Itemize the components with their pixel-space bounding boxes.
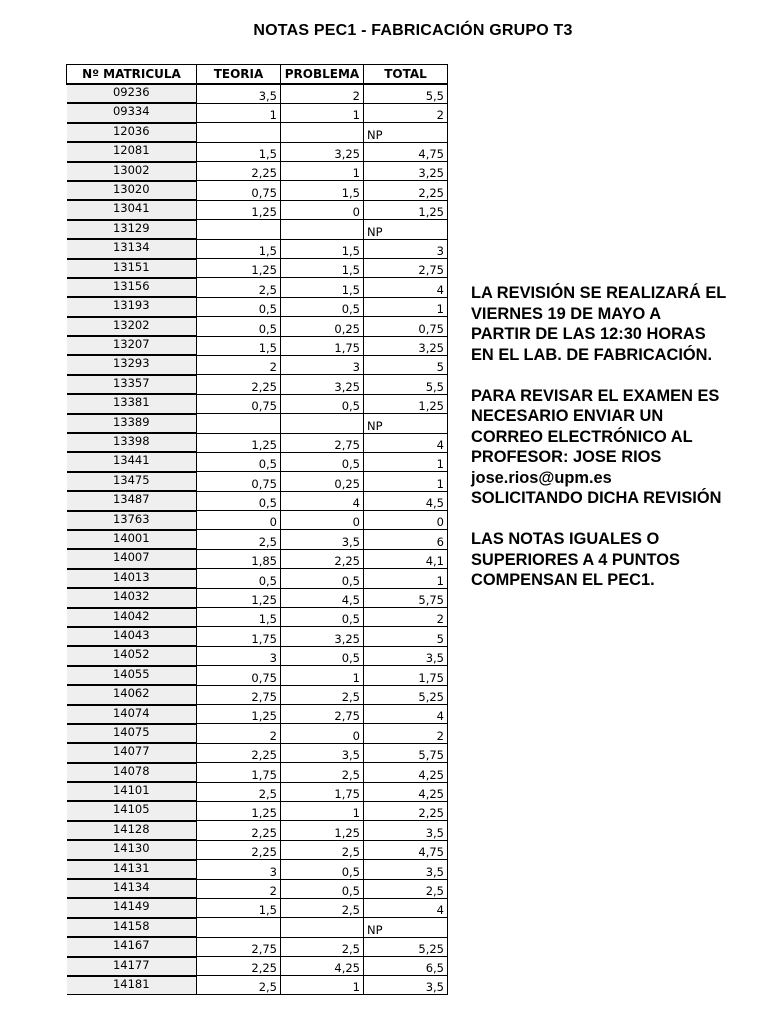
cell-problema: 0,5 bbox=[281, 569, 364, 588]
table-row bbox=[67, 239, 448, 258]
cell-problema bbox=[281, 123, 364, 142]
cell-teoria: 0,75 bbox=[197, 472, 281, 491]
cell-problema: 1 bbox=[281, 162, 364, 181]
cell-total: 1 bbox=[364, 569, 448, 588]
cell-problema: 3,5 bbox=[281, 530, 364, 549]
cell-total: 3,5 bbox=[364, 976, 448, 995]
cell-matricula: 14158 bbox=[67, 918, 197, 937]
cell-problema: 2,75 bbox=[281, 705, 364, 724]
cell-matricula: 14181 bbox=[67, 976, 197, 995]
table-row bbox=[67, 297, 448, 316]
cell-teoria: 2,5 bbox=[197, 782, 281, 801]
cell-total: 3,5 bbox=[364, 821, 448, 840]
cell-total: 5,25 bbox=[364, 685, 448, 704]
cell-teoria: 2,5 bbox=[197, 976, 281, 995]
table-row bbox=[67, 162, 448, 181]
cell-problema: 1,5 bbox=[281, 239, 364, 258]
cell-problema: 0 bbox=[281, 511, 364, 530]
cell-total: 5,5 bbox=[364, 375, 448, 394]
page-title: NOTAS PEC1 - FABRICACIÓN GRUPO T3 bbox=[253, 22, 573, 39]
cell-teoria: 1,5 bbox=[197, 608, 281, 627]
cell-matricula: 12081 bbox=[67, 142, 197, 161]
cell-total: 4,75 bbox=[364, 142, 448, 161]
cell-teoria: 2,75 bbox=[197, 685, 281, 704]
cell-problema: 3,25 bbox=[281, 142, 364, 161]
cell-matricula: 14101 bbox=[67, 782, 197, 801]
cell-matricula: 14177 bbox=[67, 957, 197, 976]
cell-teoria: 2,25 bbox=[197, 957, 281, 976]
cell-matricula: 14131 bbox=[67, 860, 197, 879]
cell-teoria: 2 bbox=[197, 724, 281, 743]
cell-total: 3,25 bbox=[364, 336, 448, 355]
cell-teoria: 1,25 bbox=[197, 433, 281, 452]
table-row bbox=[67, 472, 448, 491]
cell-matricula: 14032 bbox=[67, 588, 197, 607]
cell-problema bbox=[281, 414, 364, 433]
table-row bbox=[67, 414, 448, 433]
table-row bbox=[67, 918, 448, 937]
cell-matricula: 14042 bbox=[67, 608, 197, 627]
cell-problema: 1 bbox=[281, 976, 364, 995]
cell-total: 3 bbox=[364, 239, 448, 258]
cell-total: 0 bbox=[364, 511, 448, 530]
header-total: TOTAL bbox=[364, 65, 448, 85]
cell-total: 4 bbox=[364, 898, 448, 917]
cell-teoria: 2 bbox=[197, 879, 281, 898]
cell-matricula: 13020 bbox=[67, 181, 197, 200]
table-row bbox=[67, 317, 448, 336]
cell-teoria: 0,5 bbox=[197, 297, 281, 316]
cell-matricula: 13041 bbox=[67, 200, 197, 219]
cell-total: NP bbox=[364, 220, 448, 239]
cell-total: 3,5 bbox=[364, 646, 448, 665]
table-row bbox=[67, 782, 448, 801]
cell-matricula: 14013 bbox=[67, 569, 197, 588]
table-row bbox=[67, 937, 448, 956]
cell-matricula: 14105 bbox=[67, 801, 197, 820]
cell-teoria: 2,25 bbox=[197, 162, 281, 181]
cell-matricula: 14062 bbox=[67, 685, 197, 704]
cell-total: 6 bbox=[364, 530, 448, 549]
cell-total: 5,5 bbox=[364, 84, 448, 103]
cell-teoria: 0,75 bbox=[197, 181, 281, 200]
cell-problema: 0,5 bbox=[281, 646, 364, 665]
cell-matricula: 13193 bbox=[67, 297, 197, 316]
cell-problema: 1,75 bbox=[281, 336, 364, 355]
cell-teoria: 0,75 bbox=[197, 666, 281, 685]
table-row bbox=[67, 259, 448, 278]
cell-teoria: 1,25 bbox=[197, 705, 281, 724]
cell-teoria: 0 bbox=[197, 511, 281, 530]
cell-matricula: 13389 bbox=[67, 414, 197, 433]
cell-matricula: 13398 bbox=[67, 433, 197, 452]
cell-problema: 0,5 bbox=[281, 297, 364, 316]
cell-teoria: 0,5 bbox=[197, 491, 281, 510]
cell-problema: 0 bbox=[281, 724, 364, 743]
cell-total: 5,25 bbox=[364, 937, 448, 956]
cell-problema: 0,25 bbox=[281, 317, 364, 336]
cell-teoria: 0,75 bbox=[197, 394, 281, 413]
table-row bbox=[67, 220, 448, 239]
cell-problema: 1 bbox=[281, 103, 364, 122]
table-header-row bbox=[67, 65, 448, 85]
cell-teoria: 1,25 bbox=[197, 801, 281, 820]
table-row bbox=[67, 840, 448, 859]
table-row bbox=[67, 181, 448, 200]
cell-problema: 1,5 bbox=[281, 259, 364, 278]
cell-problema: 4,5 bbox=[281, 588, 364, 607]
cell-matricula: 14074 bbox=[67, 705, 197, 724]
header-teoria: TEORIA bbox=[197, 65, 281, 85]
cell-problema: 1 bbox=[281, 666, 364, 685]
cell-problema: 3,25 bbox=[281, 627, 364, 646]
cell-matricula: 09236 bbox=[67, 84, 197, 103]
cell-total: 4,25 bbox=[364, 763, 448, 782]
cell-matricula: 14167 bbox=[67, 937, 197, 956]
table-row bbox=[67, 588, 448, 607]
cell-teoria: 1,75 bbox=[197, 763, 281, 782]
table-row bbox=[67, 627, 448, 646]
table-row bbox=[67, 569, 448, 588]
table-row bbox=[67, 123, 448, 142]
table-row bbox=[67, 976, 448, 995]
cell-problema: 2,25 bbox=[281, 549, 364, 568]
cell-teoria: 3 bbox=[197, 860, 281, 879]
cell-total: 5,75 bbox=[364, 588, 448, 607]
cell-teoria: 2,25 bbox=[197, 375, 281, 394]
cell-problema bbox=[281, 918, 364, 937]
cell-teoria: 2 bbox=[197, 355, 281, 374]
cell-total: 4 bbox=[364, 433, 448, 452]
cell-matricula: 13441 bbox=[67, 452, 197, 471]
cell-matricula: 12036 bbox=[67, 123, 197, 142]
cell-problema: 0,5 bbox=[281, 394, 364, 413]
table-body bbox=[67, 84, 448, 995]
cell-matricula: 13002 bbox=[67, 162, 197, 181]
cell-total: 1 bbox=[364, 452, 448, 471]
cell-total: 4,25 bbox=[364, 782, 448, 801]
cell-teoria: 2,5 bbox=[197, 530, 281, 549]
cell-teoria: 3 bbox=[197, 646, 281, 665]
cell-matricula: 13202 bbox=[67, 317, 197, 336]
cell-total: 2,75 bbox=[364, 259, 448, 278]
cell-teoria: 3,5 bbox=[197, 84, 281, 103]
cell-matricula: 13134 bbox=[67, 239, 197, 258]
cell-total: 4,75 bbox=[364, 840, 448, 859]
cell-problema: 3 bbox=[281, 355, 364, 374]
cell-teoria: 1,5 bbox=[197, 898, 281, 917]
review-notice bbox=[471, 283, 761, 611]
table-row bbox=[67, 511, 448, 530]
compensation-text: LAS NOTAS IGUALES O SUPERIORES A 4 PUNTOS COMPENSAN EL PEC1. bbox=[471, 530, 680, 589]
cell-total: 2,5 bbox=[364, 879, 448, 898]
cell-matricula: 14043 bbox=[67, 627, 197, 646]
cell-teoria: 2,25 bbox=[197, 840, 281, 859]
table-row bbox=[67, 821, 448, 840]
cell-total: 4 bbox=[364, 278, 448, 297]
cell-total: 4 bbox=[364, 705, 448, 724]
table-row bbox=[67, 452, 448, 471]
cell-problema: 0,25 bbox=[281, 472, 364, 491]
cell-matricula: 14055 bbox=[67, 666, 197, 685]
cell-problema: 1,75 bbox=[281, 782, 364, 801]
table-row bbox=[67, 608, 448, 627]
cell-matricula: 14078 bbox=[67, 763, 197, 782]
header-matricula: Nº MATRICULA bbox=[67, 65, 197, 85]
table-row bbox=[67, 860, 448, 879]
cell-problema: 0 bbox=[281, 200, 364, 219]
cell-teoria: 1,5 bbox=[197, 239, 281, 258]
cell-teoria: 1,25 bbox=[197, 200, 281, 219]
cell-total: NP bbox=[364, 123, 448, 142]
cell-teoria: 1,5 bbox=[197, 336, 281, 355]
cell-teoria: 1 bbox=[197, 103, 281, 122]
cell-matricula: 13151 bbox=[67, 259, 197, 278]
cell-matricula: 13129 bbox=[67, 220, 197, 239]
cell-total: 4,5 bbox=[364, 491, 448, 510]
cell-teoria: 1,75 bbox=[197, 627, 281, 646]
cell-matricula: 14134 bbox=[67, 879, 197, 898]
cell-problema: 1,25 bbox=[281, 821, 364, 840]
table-row bbox=[67, 433, 448, 452]
cell-teoria: 0,5 bbox=[197, 569, 281, 588]
table-row bbox=[67, 879, 448, 898]
cell-matricula: 13293 bbox=[67, 355, 197, 374]
cell-problema: 2 bbox=[281, 84, 364, 103]
table-row bbox=[67, 375, 448, 394]
cell-teoria bbox=[197, 123, 281, 142]
cell-problema: 0,5 bbox=[281, 452, 364, 471]
cell-problema: 2,75 bbox=[281, 433, 364, 452]
cell-total: 1,75 bbox=[364, 666, 448, 685]
table-row bbox=[67, 763, 448, 782]
cell-matricula: 14077 bbox=[67, 743, 197, 762]
cell-matricula: 14007 bbox=[67, 549, 197, 568]
table-row bbox=[67, 336, 448, 355]
cell-total: 6,5 bbox=[364, 957, 448, 976]
cell-matricula: 14128 bbox=[67, 821, 197, 840]
cell-problema bbox=[281, 220, 364, 239]
cell-total: 2 bbox=[364, 103, 448, 122]
cell-problema: 2,5 bbox=[281, 840, 364, 859]
table-row bbox=[67, 200, 448, 219]
cell-total: 3,5 bbox=[364, 860, 448, 879]
cell-matricula: 14149 bbox=[67, 898, 197, 917]
table-row bbox=[67, 549, 448, 568]
cell-problema: 2,5 bbox=[281, 898, 364, 917]
cell-problema: 0,5 bbox=[281, 860, 364, 879]
cell-teoria: 0,5 bbox=[197, 317, 281, 336]
cell-matricula: 13763 bbox=[67, 511, 197, 530]
cell-total: 2,25 bbox=[364, 801, 448, 820]
cell-total: 1 bbox=[364, 472, 448, 491]
cell-teoria: 2,25 bbox=[197, 743, 281, 762]
cell-total: 2,25 bbox=[364, 181, 448, 200]
cell-problema: 1,5 bbox=[281, 278, 364, 297]
cell-total: 0,75 bbox=[364, 317, 448, 336]
cell-teoria: 1,25 bbox=[197, 588, 281, 607]
cell-problema: 2,5 bbox=[281, 937, 364, 956]
cell-problema: 3,25 bbox=[281, 375, 364, 394]
table-row bbox=[67, 685, 448, 704]
cell-teoria: 2,75 bbox=[197, 937, 281, 956]
table-row bbox=[67, 898, 448, 917]
cell-matricula: 13357 bbox=[67, 375, 197, 394]
table-row bbox=[67, 278, 448, 297]
cell-total: 5,75 bbox=[364, 743, 448, 762]
table-row bbox=[67, 530, 448, 549]
cell-problema: 3,5 bbox=[281, 743, 364, 762]
table-row bbox=[67, 355, 448, 374]
header-problema: PROBLEMA bbox=[281, 65, 364, 85]
table-row bbox=[67, 103, 448, 122]
cell-problema: 1 bbox=[281, 801, 364, 820]
cell-teoria: 2,5 bbox=[197, 278, 281, 297]
cell-problema: 0,5 bbox=[281, 608, 364, 627]
cell-total: 1 bbox=[364, 297, 448, 316]
cell-teoria: 0,5 bbox=[197, 452, 281, 471]
cell-total: 2 bbox=[364, 724, 448, 743]
cell-matricula: 14001 bbox=[67, 530, 197, 549]
table-row bbox=[67, 491, 448, 510]
cell-problema: 0,5 bbox=[281, 879, 364, 898]
cell-matricula: 13487 bbox=[67, 491, 197, 510]
review-contact-text: PARA REVISAR EL EXAMEN ES NECESARIO ENVIAR UN CORREO ELECTRÓNICO AL PROFESOR: JOSE RIOS jose.rios@upm.es SOLICITANDO DICHA REVISIÓN bbox=[471, 386, 722, 507]
cell-matricula: 09334 bbox=[67, 103, 197, 122]
table-row bbox=[67, 743, 448, 762]
cell-teoria bbox=[197, 220, 281, 239]
cell-teoria: 1,25 bbox=[197, 259, 281, 278]
cell-problema: 4 bbox=[281, 491, 364, 510]
grades-table bbox=[66, 64, 448, 995]
cell-teoria bbox=[197, 918, 281, 937]
table-row bbox=[67, 957, 448, 976]
table-row bbox=[67, 801, 448, 820]
cell-total: 5 bbox=[364, 355, 448, 374]
review-date-text: LA REVISIÓN SE REALIZARÁ EL VIERNES 19 DE MAYO A PARTIR DE LAS 12:30 HORAS EN EL LAB. DE FABRICACIÓN. bbox=[471, 284, 727, 364]
table-row bbox=[67, 646, 448, 665]
cell-problema: 2,5 bbox=[281, 763, 364, 782]
cell-total: 2 bbox=[364, 608, 448, 627]
cell-problema: 1,5 bbox=[281, 181, 364, 200]
cell-total: 1,25 bbox=[364, 200, 448, 219]
cell-teoria bbox=[197, 414, 281, 433]
cell-teoria: 1,5 bbox=[197, 142, 281, 161]
table-row bbox=[67, 394, 448, 413]
cell-total: 3,25 bbox=[364, 162, 448, 181]
cell-matricula: 13156 bbox=[67, 278, 197, 297]
cell-total: NP bbox=[364, 414, 448, 433]
table-row bbox=[67, 705, 448, 724]
cell-total: 4,1 bbox=[364, 549, 448, 568]
cell-problema: 4,25 bbox=[281, 957, 364, 976]
cell-matricula: 14130 bbox=[67, 840, 197, 859]
cell-teoria: 2,25 bbox=[197, 821, 281, 840]
cell-total: 1,25 bbox=[364, 394, 448, 413]
table-row bbox=[67, 84, 448, 103]
cell-problema: 2,5 bbox=[281, 685, 364, 704]
table-row bbox=[67, 666, 448, 685]
cell-total: NP bbox=[364, 918, 448, 937]
cell-total: 5 bbox=[364, 627, 448, 646]
cell-matricula: 13475 bbox=[67, 472, 197, 491]
cell-matricula: 13207 bbox=[67, 336, 197, 355]
cell-matricula: 14075 bbox=[67, 724, 197, 743]
cell-matricula: 14052 bbox=[67, 646, 197, 665]
cell-teoria: 1,85 bbox=[197, 549, 281, 568]
table-row bbox=[67, 724, 448, 743]
table-row bbox=[67, 142, 448, 161]
cell-matricula: 13381 bbox=[67, 394, 197, 413]
